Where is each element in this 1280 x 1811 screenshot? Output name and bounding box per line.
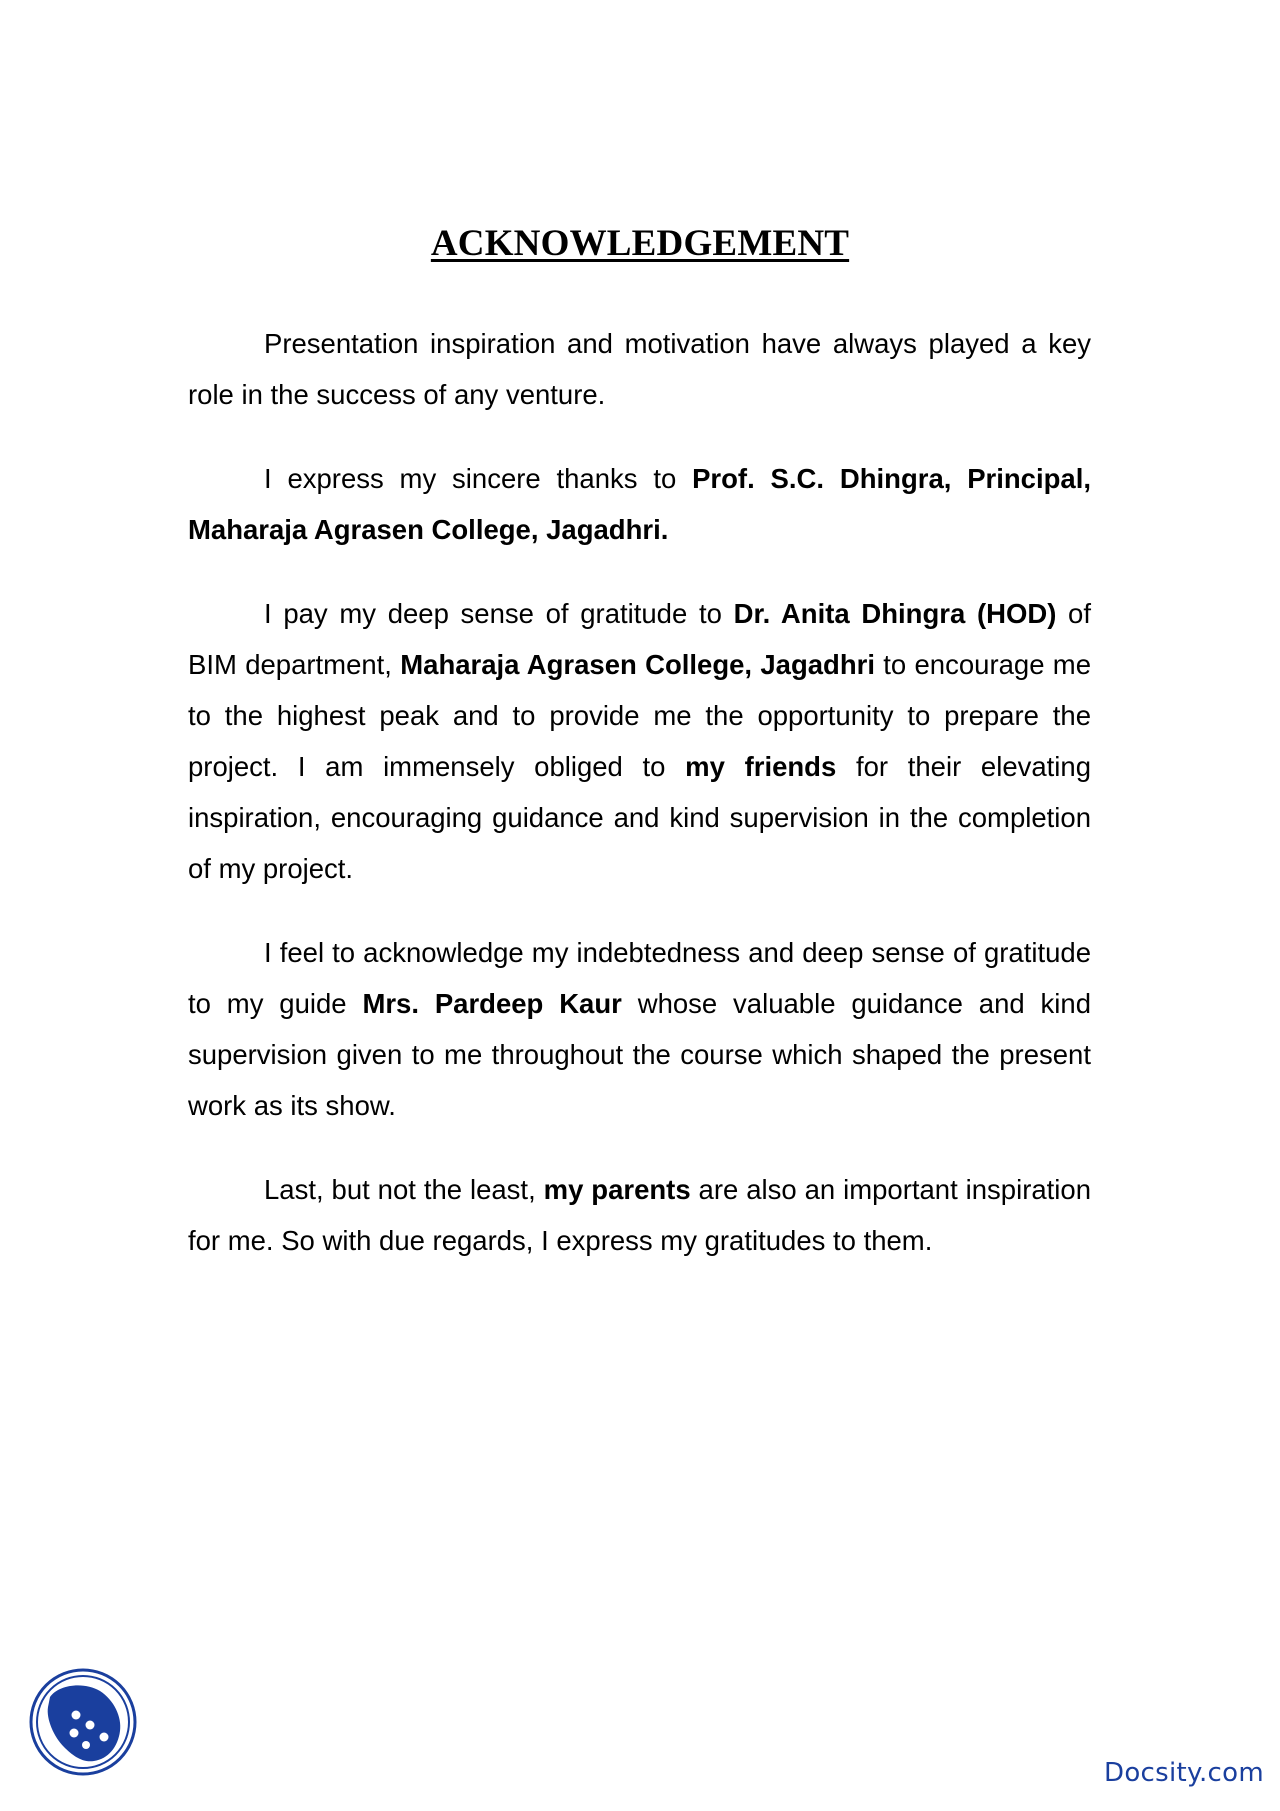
bold-text: Prof. S.C. Dhingra, Principal, Maharaja Agrasen College, Jagadhri. bbox=[188, 463, 1091, 545]
paragraph-4 bbox=[188, 927, 1091, 1131]
document-body bbox=[188, 318, 1091, 1299]
docsity-brand-link[interactable]: Docsity.com bbox=[1104, 1758, 1264, 1788]
paragraph-text: for their elevating inspiration, encouraging guidance and kind supervision in the completion of my project. bbox=[188, 751, 1091, 884]
paragraph-text: Last, but not the least, bbox=[264, 1174, 544, 1205]
bold-text: Maharaja Agrasen College, Jagadhri bbox=[400, 649, 875, 680]
docsity-logo-icon[interactable] bbox=[28, 1667, 138, 1777]
paragraph-text: I express my sincere thanks to bbox=[264, 463, 693, 494]
paragraph-text: I feel to acknowledge my indebtedness and deep sense of gratitude to my guide bbox=[188, 937, 1091, 1019]
paragraph-text: whose valuable guidance and kind supervision given to me throughout the course which shaped the present work as its show. bbox=[188, 988, 1091, 1121]
paragraph-text: I pay my deep sense of gratitude to bbox=[264, 598, 734, 629]
paragraph-1 bbox=[188, 318, 1091, 420]
bold-text: my parents bbox=[543, 1174, 691, 1205]
paragraph-text: to encourage me to the highest peak and to provide me the opportunity to prepare the project. I am immensely obliged to bbox=[188, 649, 1091, 782]
page-title: ACKNOWLEDGEMENT bbox=[430, 223, 850, 264]
paragraph-3 bbox=[188, 588, 1091, 894]
paragraph-text: of BIM department, bbox=[188, 598, 1091, 680]
docsity-logo-graphic bbox=[28, 1667, 138, 1777]
paragraph-text: are also an important inspiration for me. So with due regards, I express my gratitudes to them. bbox=[188, 1174, 1091, 1256]
paragraph-5 bbox=[188, 1164, 1091, 1266]
paragraph-2 bbox=[188, 453, 1091, 555]
bold-text: Mrs. Pardeep Kaur bbox=[362, 988, 622, 1019]
bold-text: my friends bbox=[685, 751, 837, 782]
paragraph-text: Presentation inspiration and motivation have always played a key role in the success of any venture. bbox=[188, 328, 1091, 410]
bold-text: Dr. Anita Dhingra (HOD) bbox=[733, 598, 1057, 629]
